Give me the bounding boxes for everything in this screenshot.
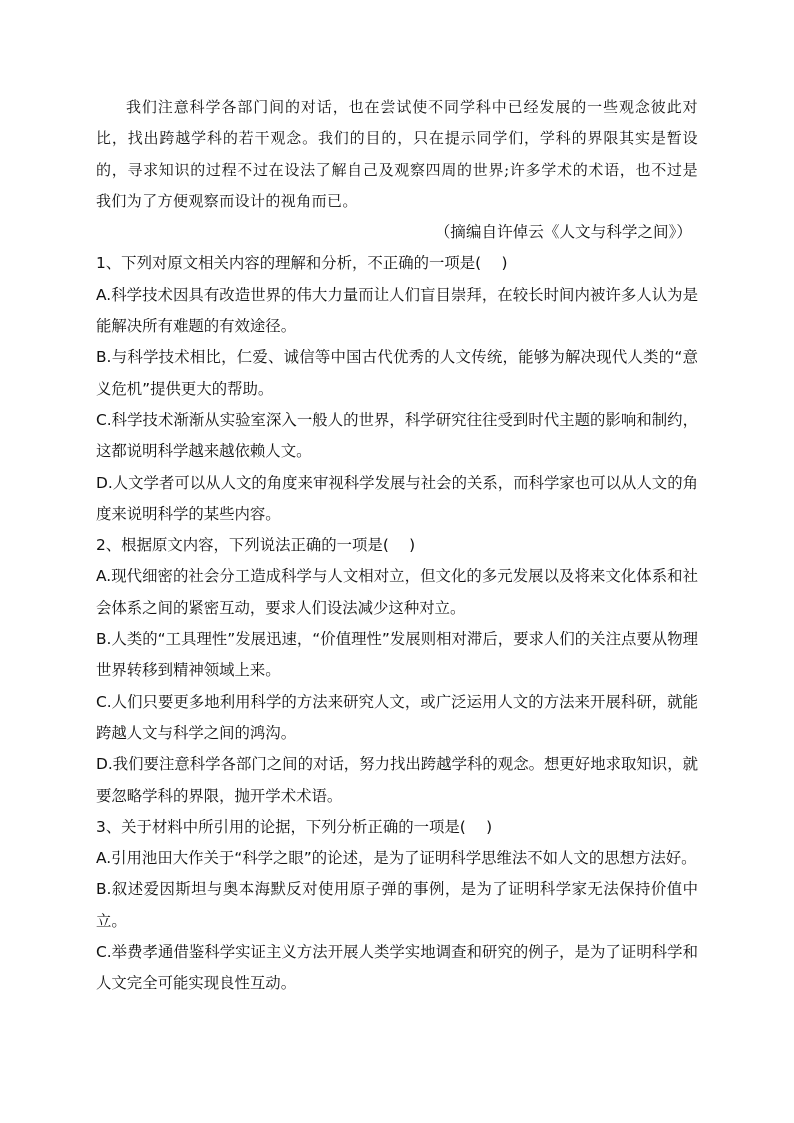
option-a: A.引用池田大作关于“科学之眼”的论述，是为了证明科学思维法不如人文的思想方法好。	[96, 849, 697, 868]
question-stem: 3、关于材料中所引用的论据，下列分析正确的一项是( )	[96, 817, 493, 836]
option-b: B.叙述爱因斯坦与奥本海默反对使用原子弹的事例，是为了证明科学家无法保持价值中立。	[96, 880, 698, 930]
option-b: B.与科学技术相比，仁爱、诚信等中国古代优秀的人文传统，能够为解决现代人类的“意义危机”提供更大的帮助。	[96, 348, 698, 398]
question-1	[96, 248, 698, 530]
document-page	[96, 92, 698, 1000]
option-c: C.举费孝通借鉴科学实证主义方法开展人类学实地调查和研究的例子，是为了证明科学和人文完全可能实现良性互动。	[96, 943, 698, 993]
question-stem: 2、根据原文内容，下列说法正确的一项是( )	[96, 536, 416, 555]
question-3	[96, 812, 698, 1000]
option-c: C.科学技术渐渐从实验室深入一般人的世界，科学研究往往受到时代主题的影响和制约，这都说明科学越来越依赖人文。	[96, 410, 698, 461]
option-c: C.人们只要更多地利用科学的方法来研究人文，或广泛运用人文的方法来开展科研，就能跨越人文与科学之间的鸿沟。	[96, 692, 698, 742]
option-d: D.人文学者可以从人文的角度来审视科学发展与社会的关系，而科学家也可以从人文的角度来说明科学的某些内容。	[96, 473, 698, 523]
option-a: A.现代细密的社会分工造成科学与人文相对立，但文化的多元发展以及将来文化体系和社会体系之间的紧密互动，要求人们设法减少这种对立。	[96, 567, 698, 617]
passage-paragraph: 我们注意科学各部门间的对话，也在尝试使不同学科中已经发展的一些观念彼此对比，找出跨越学科的若干观念。我们的目的，只在提示同学们，学科的界限其实是暂设的，寻求知识的过程不过在设法了解自己及观察四周的世界;许多学术的术语，也不过是我们为了方便观察而设计的视角而已。	[96, 98, 698, 210]
question-stem: 1、下列对原文相关内容的理解和分析，不正确的一项是( )	[96, 254, 508, 273]
question-2	[96, 530, 698, 812]
option-d: D.我们要注意科学各部门之间的对话，努力找出跨越学科的观念。想更好地求取知识，就要忽略学科的界限，抛开学术术语。	[96, 755, 698, 805]
option-b: B.人类的“工具理性”发展迅速，“价值理性”发展则相对滞后，要求人们的关注点要从物理世界转移到精神领域上来。	[96, 630, 698, 680]
option-a: A.科学技术因具有改造世界的伟大力量而让人们盲目崇拜，在较长时间内被许多人认为是能解决所有难题的有效途径。	[96, 285, 698, 336]
citation: （摘编自许倬云《人文与科学之间》）	[434, 223, 692, 242]
passage	[96, 92, 698, 217]
